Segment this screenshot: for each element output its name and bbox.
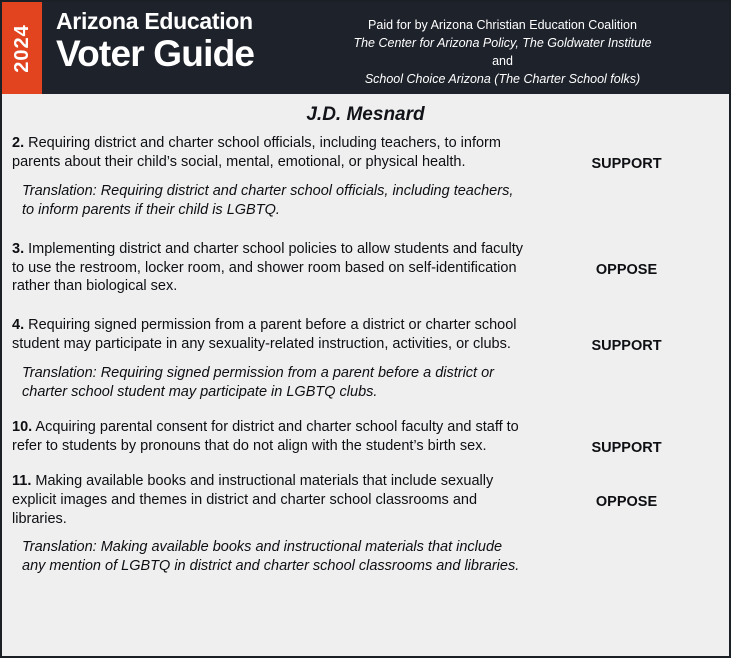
list-item: [12, 472, 719, 529]
question-text: [12, 418, 534, 456]
question-text: [12, 472, 534, 529]
position-label: SUPPORT: [591, 156, 662, 172]
question-number: 4.: [12, 317, 25, 334]
question-body: Acquiring parental consent for district and charter school faculty and staff to refer to students by pronouns that do not align with the student’s birth sex.: [12, 418, 519, 454]
question-number: 11.: [12, 472, 32, 489]
translation-text: Translation: Making available books and instructional materials that include any mention of LGBTQ in district and charter school classrooms and libraries.: [22, 539, 520, 575]
position-label: OPPOSE: [595, 493, 658, 510]
candidate-name: J.D. Mesnard: [306, 104, 425, 125]
guide-title-line1: Arizona Education: [56, 8, 253, 34]
position-label: SUPPORT: [591, 439, 662, 456]
list-item: [12, 134, 719, 172]
translation-text: Translation: Requiring district and charter school officials, including teachers, to inform parents if their child is LGBTQ.: [22, 183, 514, 218]
question-body: Implementing district and charter school policies to allow students and faculty to use the restroom, locker room, and shower room based on self-identification rather than biological sex.: [12, 240, 523, 295]
list-item: [12, 240, 719, 297]
question-number: 10.: [12, 418, 33, 435]
page-header: [2, 2, 729, 94]
question-body: Requiring signed permission from a parent before a district or charter school student may participate in any sexuality-related instruction, activities, or clubs.: [12, 317, 517, 353]
questions-list: [2, 134, 729, 576]
year-badge: [2, 2, 42, 94]
guide-title-line2: Voter Guide: [56, 33, 255, 75]
list-item: [12, 316, 719, 354]
question-text: [12, 316, 534, 354]
paid-for-disclaimer: [282, 2, 729, 94]
guide-title: [42, 2, 282, 94]
list-item: [12, 418, 719, 456]
question-text: [12, 134, 534, 172]
question-number: 3.: [12, 240, 25, 257]
paid-for-line-4: School Choice Arizona (The Charter School folks): [364, 72, 641, 87]
question-body: Requiring district and charter school officials, including teachers, to inform parents about their child’s social, mental, emotional, or physical health.: [12, 135, 501, 170]
translation-text: Translation: Requiring signed permission from a parent before a district or charter school student may participate in LGBTQ clubs.: [22, 365, 495, 401]
paid-for-line-1: Paid for by Arizona Christian Education Coalition: [368, 18, 637, 32]
question-number: 2.: [12, 135, 25, 151]
paid-for-line-3: and: [492, 54, 513, 69]
question-body: Making available books and instructional materials that include sexually explicit images and themes in district and charter school classrooms and libraries.: [12, 472, 494, 527]
position-label: SUPPORT: [591, 338, 662, 355]
position-label: OPPOSE: [595, 261, 658, 278]
year-label: 2024: [10, 23, 33, 73]
question-text: [12, 240, 534, 297]
paid-for-line-2: The Center for Arizona Policy, The Goldwater Institute: [353, 36, 652, 51]
